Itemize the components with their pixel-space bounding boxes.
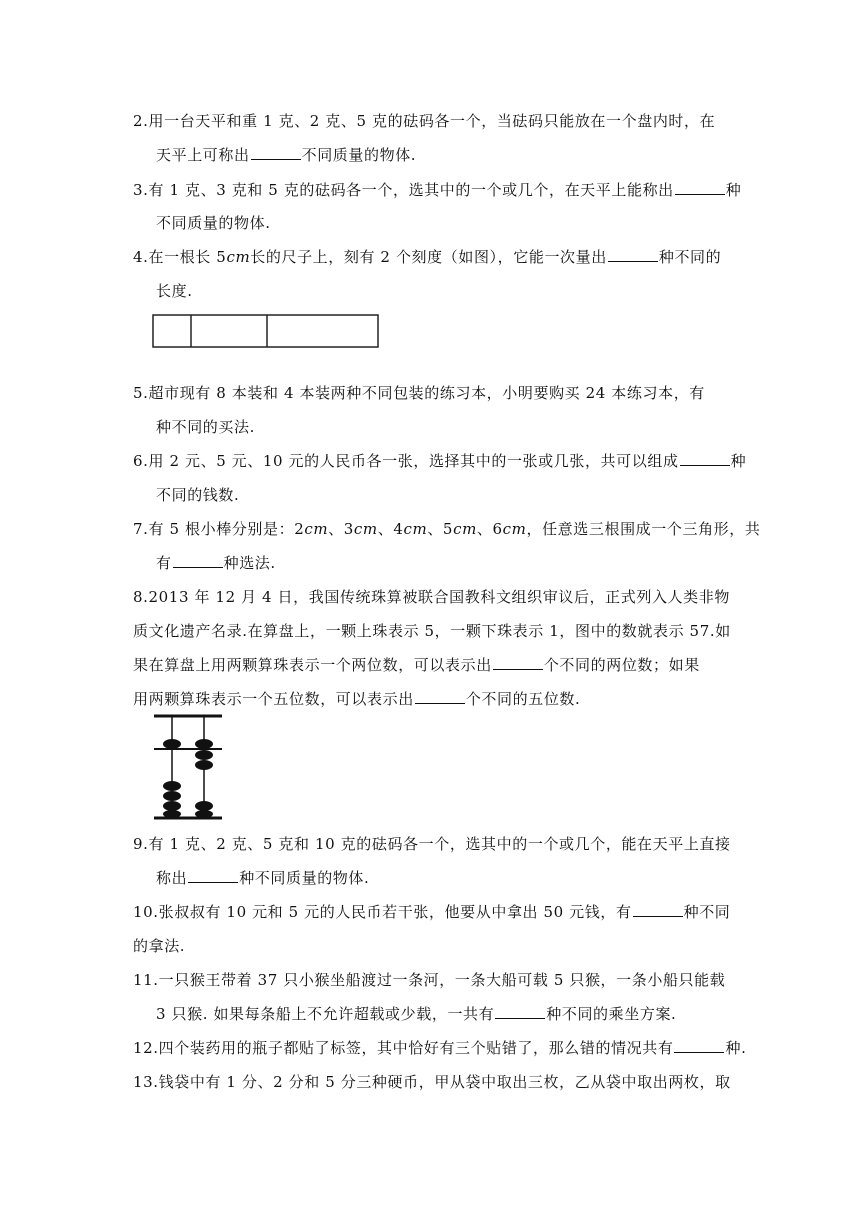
problem-6-line-1	[133, 451, 746, 471]
problem-7-line-2	[156, 553, 276, 573]
abacus-bead	[163, 739, 181, 749]
problem-6-text-b: 种	[730, 452, 747, 470]
problem-13-line-1: 13.钱袋中有 1 分、2 分和 5 分三种硬币，甲从袋中取出三枚，乙从袋中取出两枚，取	[133, 1073, 731, 1091]
abacus-bead	[195, 739, 213, 749]
problem-12-line-1	[133, 1038, 746, 1058]
answer-blank[interactable]	[633, 902, 683, 917]
problem-7-text-g: 有	[156, 554, 172, 572]
problem-7-text-b: 、3	[328, 520, 354, 538]
problem-9-text-b: 种不同质量的物体.	[239, 869, 370, 887]
abacus-bead	[195, 801, 213, 811]
problem-9-line-1: 9.有 1 克、2 克、5 克和 10 克的砝码各一个，选其中的一个或几个，能在天平上直接	[133, 835, 731, 853]
abacus-bead	[195, 760, 213, 770]
unit-cm: cm	[226, 248, 251, 266]
abacus-bead	[163, 810, 181, 818]
answer-blank[interactable]	[680, 451, 730, 466]
problem-8-line-4	[133, 689, 580, 709]
problem-11-text-a: 3 只猴. 如果每条船上不允许超载或少载，一共有	[156, 1005, 495, 1023]
problem-7-text-c: 、4	[377, 520, 404, 538]
answer-blank[interactable]	[608, 247, 658, 262]
problem-10-line-1	[133, 902, 730, 922]
problem-3-line-1	[133, 180, 741, 200]
abacus-figure	[150, 712, 230, 824]
problem-11-line-2	[156, 1004, 676, 1024]
problem-7-text-e: 、6	[476, 520, 503, 538]
answer-blank[interactable]	[495, 1004, 545, 1019]
problem-4-text-a: 4.在一根长 5	[133, 248, 227, 266]
unit-cm: cm	[304, 520, 329, 538]
problem-3-text-b: 种	[725, 181, 742, 199]
problem-5-line-1: 5.超市现有 8 本装和 4 本装两种不同包装的练习本，小明要购买 24 本练习本，有	[133, 384, 705, 402]
problem-8-text-c: 用两颗算珠表示一个五位数，可以表示出	[133, 690, 414, 708]
problem-7-text-d: 、5	[427, 520, 454, 538]
answer-blank[interactable]	[415, 689, 465, 704]
problem-6-line-2: 不同的钱数.	[156, 486, 240, 504]
answer-blank[interactable]	[251, 145, 301, 160]
ruler-figure	[145, 310, 390, 372]
problem-12-text-a: 12.四个装药用的瓶子都贴了标签，其中恰好有三个贴错了，那么错的情况共有	[133, 1039, 674, 1057]
problem-8-line-2: 质文化遗产名录.在算盘上，一颗上珠表示 5，一颗下珠表示 1，图中的数就表示 57.如	[133, 622, 731, 640]
problem-2-text-b: 不同质量的物体.	[301, 146, 417, 164]
ruler-body	[153, 315, 378, 347]
abacus-bead	[163, 781, 181, 791]
problem-3-line-2: 不同质量的物体.	[156, 214, 271, 232]
problem-4-text-b: 长的尺子上，刻有 2 个刻度（如图），它能一次量出	[250, 248, 607, 266]
problem-7-text-a: 7.有 5 根小棒分别是：2	[133, 520, 305, 538]
problem-2-text-a: 天平上可称出	[156, 146, 250, 164]
problem-6-text-a: 6.用 2 元、5 元、10 元的人民币各一张，选择其中的一张或几张，共可以组成	[133, 452, 679, 470]
problem-7-text-f: ，任意选三根围成一个三角形，共	[526, 520, 761, 538]
problem-12-text-b: 种.	[725, 1039, 747, 1057]
answer-blank[interactable]	[173, 553, 223, 568]
answer-blank[interactable]	[675, 180, 725, 195]
problem-4-text-c: 种不同的	[658, 248, 722, 266]
problem-9-text-a: 称出	[156, 869, 188, 887]
problem-4-line-2: 长度.	[156, 282, 193, 300]
problem-8-line-1: 8.2013 年 12 月 4 日，我国传统珠算被联合国教科文组织审议后，正式列入人类非物	[133, 588, 730, 606]
problem-10-line-2: 的拿法.	[133, 937, 186, 955]
abacus-bead	[163, 791, 181, 801]
problem-3-text-a: 3.有 1 克、3 克和 5 克的砝码各一个，选其中的一个或几个，在天平上能称出	[133, 181, 674, 199]
problem-8-text-a: 果在算盘上用两颗算珠表示一个两位数，可以表示出	[133, 656, 492, 674]
problem-2-line-2	[156, 145, 416, 165]
abacus-bead	[163, 801, 181, 811]
problem-11-text-b: 种不同的乘坐方案.	[546, 1005, 677, 1023]
answer-blank[interactable]	[188, 868, 238, 883]
problem-10-text-a: 10.张叔叔有 10 元和 5 元的人民币若干张，他要从中拿出 50 元钱，有	[133, 903, 632, 921]
unit-cm: cm	[502, 520, 527, 538]
unit-cm: cm	[353, 520, 378, 538]
problem-10-text-b: 种不同	[683, 903, 731, 921]
problem-7-text-h: 种选法.	[223, 554, 276, 572]
problem-5-line-2: 种不同的买法.	[156, 418, 255, 436]
problem-7-line-1	[133, 519, 761, 539]
problem-4-line-1	[133, 247, 721, 267]
problem-9-line-2	[156, 868, 369, 888]
problem-8-text-d: 个不同的五位数.	[465, 690, 581, 708]
problem-2-line-1: 2.用一台天平和重 1 克、2 克、5 克的砝码各一个，当砝码只能放在一个盘内时，在	[133, 112, 716, 130]
unit-cm: cm	[403, 520, 428, 538]
abacus-bead	[195, 810, 213, 818]
unit-cm: cm	[453, 520, 477, 538]
problem-8-text-b: 个不同的两位数；如果	[543, 656, 700, 674]
answer-blank[interactable]	[493, 655, 543, 670]
problem-11-line-1: 11.一只猴王带着 37 只小猴坐船渡过一条河，一条大船可载 5 只猴，一条小船只能载	[133, 971, 726, 989]
problem-8-line-3	[133, 655, 700, 675]
answer-blank[interactable]	[674, 1038, 724, 1053]
abacus-bead	[195, 750, 213, 760]
